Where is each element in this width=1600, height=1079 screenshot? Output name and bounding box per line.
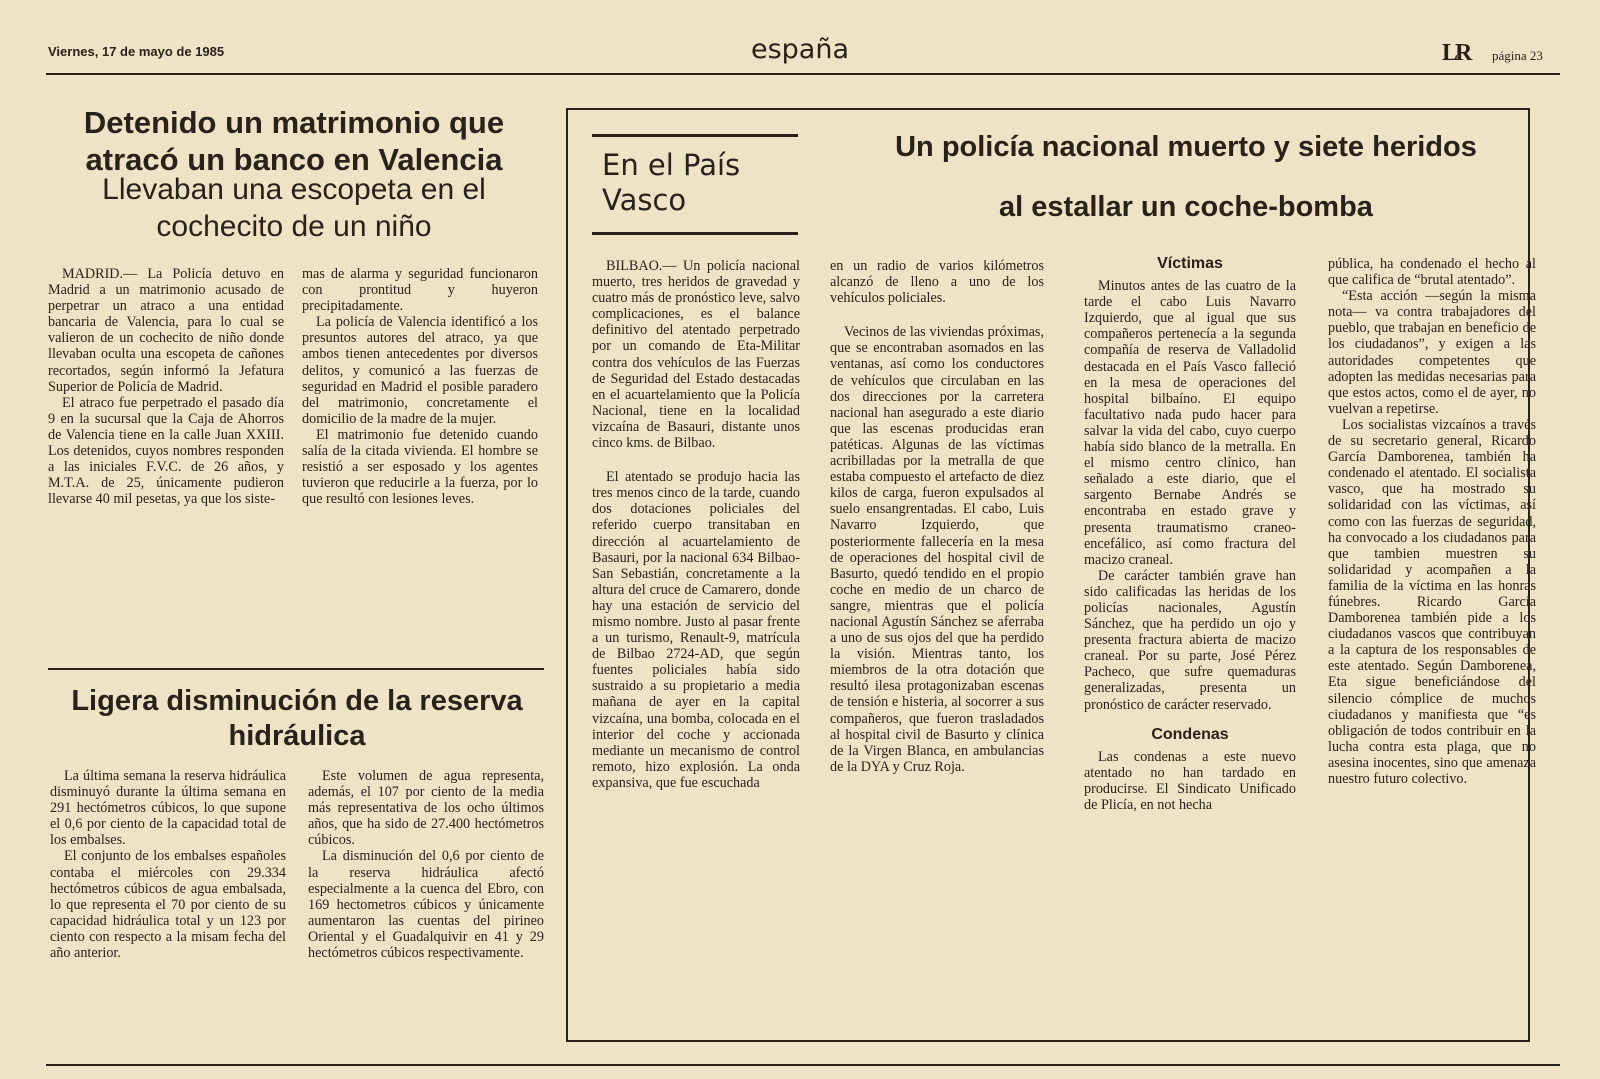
paragraph: El conjunto de los embalses españoles contaba el miércoles con 29.334 hectómetros cúbicos de agua embalsada, lo que representa el 70 por ciento de su capacidad hidráulica total y un 123 por ciento con respecto a la misam fecha del año anterior.: [50, 848, 286, 962]
paragraph: mas de alarma y seguridad funcionaron con prontitud y huyeron precipitadamente.: [302, 266, 538, 315]
newspaper-logo: LR: [1442, 40, 1470, 66]
paragraph: Las condenas a este nuevo atentado no han tardado en producirse. El Sindicato Unificado de Plicía, en not hecha: [1084, 748, 1296, 813]
paragraph: La disminución del 0,6 por ciento de la reserva hidráulica afectó especialmente a la cuenca del Ebro, con 169 hectometros cúbicos y únicamente aumentaron las cuentas del pirineo Oriental y el Guadalquivir en 41 y 29 hectómetros cúbicos respectivamente.: [308, 848, 544, 962]
article3-kicker: En el País Vasco: [602, 148, 741, 217]
subheading-victimas: Víctimas: [1157, 256, 1223, 272]
paragraph: BILBAO.— Un policía nacional muerto, tres heridos de gravedad y cuatro más de pronóstico leve, salvo complicaciones, es el balance definitivo del atentado perpetrado por un comando de Eta-Militar contra dos vehículos de las Fuerzas de Seguridad del Estado destacadas en el acuartelamiento que la Policía Nacional, tiene en la localidad vizcaína de Basauri, distante unos cinco kms. de Bilbao.: [592, 258, 800, 452]
article3-column-1: [592, 258, 800, 1010]
kicker-rule-top: [592, 134, 798, 137]
article1-subhead: Llevaban una escopeta en el cochecito de un niño: [102, 173, 486, 243]
article1-headline: Detenido un matrimonio que atracó un banco en Valencia: [83, 105, 505, 178]
section-title: españa: [750, 34, 850, 65]
paragraph: Los socialistas vizcaínos a través de su secretario general, Ricardo García Damborenea, también ha condenado el atentado. El socialista vasco, que ha mostrado su solidaridad con las víctimas, así como con las fuerzas de seguridad, ha convocado a los ciudadanos para que tambien muestren su solidaridad y acompañen a la familia de la víctima en las honras fúnebres. Ricardo García Damborenea también pide a los ciudadanos vascos que contribuyan a la captura de los responsables de este atentado. Según Damborenea, Eta sigue beneficiándose del silencio cómplice de muchos ciudadanos y manifiesta que “es obligación de todos contribuir en la lucha contra esta plaga, que no asesina inocentes, sino que amenaza nuestro futuro colectivo.: [1328, 416, 1536, 787]
paragraph: La última semana la reserva hidráulica disminuyó durante la última semana en 291 hectómetros cúbicos, lo que supone el 0,6 por ciento de la capacidad total de los embalses.: [50, 768, 286, 849]
footer-rule: [46, 1064, 1560, 1066]
subheading-condenas: Condenas: [1151, 725, 1229, 743]
paragraph: El atraco fue perpetrado el pasado día 9 en la sucursal que la Caja de Ahorros de Valencia tiene en la calle Juan XXIII. Los detenidos, cuyos nombres responden a las iniciales F.V.C. de 26 años, y M.T.A. de 25, únicamente pudieron llevarse 40 mil pesetas, ya que los siste-: [48, 394, 284, 508]
article3-headline-line2: al estallar un coche-bomba: [999, 191, 1373, 223]
paragraph: MADRID.— La Policía detuvo en Madrid a un matrimonio acusado de perpetrar un atraco a una entidad bancaria de Valencia, para lo cual se valieron de un cochecito de niño donde llevaban oculta una escopeta de cañones recortados, según informó la Jefatura Superior de Policía de Madrid.: [48, 266, 284, 395]
paragraph: El atentado se produjo hacia las tres menos cinco de la tarde, cuando dos dotaciones policiales del referido cuerpo transitaban en dirección al acuartelamiento de Basauri, por la nacional 634 Bilbao-San Sebastián, concretamente a la altura del cruce de Camarero, donde hay una estación de servicio del mismo nombre. Justo al pasar frente a un turismo, Renault-9, matrícula de Bilbao 2724-AD, que según fuentes policiales había sido sustraido a su propietario a media mañana de ayer en la capital vizcaína, una bomba, colocada en el interior del coche y accionada mediante un mecanismo de control remoto, hizo explosión. La onda expansiva, que fue escuchada: [592, 469, 800, 791]
article2-column-2: [308, 768, 544, 1046]
kicker-rule-bottom: [592, 232, 798, 235]
header-rule: [46, 73, 1560, 75]
paragraph: Minutos antes de las cuatro de la tarde el cabo Luis Navarro Izquierdo, que al igual que sus compañeros pertenecía a la segunda compañía de reserva de Valladolid destacada en el País Vasco falleció en la mesa de operaciones del hospital bilbaíno. El equipo facultativo nada pudo hacer para salvar la vida del cabo, cuyo cuerpo había sido blanco de la metralla. En el mismo centro clínico, han señalado a este diario, que el sargento Bernabe Andrés se encontraba en estado grave y presenta traumatismo craneo-encefálico, así como fractura del macizo craneal.: [1084, 278, 1296, 568]
article2-headline: Ligera disminución de la reserva hidráulica: [71, 685, 523, 752]
paragraph: en un radio de varios kilómetros alcanzó de lleno a uno de los vehículos policiales.: [830, 258, 1044, 307]
article-divider: [48, 668, 544, 670]
paragraph: El matrimonio fue detenido cuando salía de la citada vivienda. El hombre se resistió a ser esposado y los agentes tuvieron que reducirle a la fuerza, por lo que resultó con lesiones leves.: [302, 426, 538, 508]
page-number: página 23: [1492, 48, 1543, 63]
article1-column-2: [302, 266, 538, 656]
article3-column-3: [1084, 256, 1296, 1010]
article3-column-4: [1328, 256, 1536, 1010]
paragraph: “Esta acción —según la misma nota— va contra trabajadores del pueblo, que trabajan en beneficio de los ciudadanos”, y exigen a las autoridades competentes que adopten las medidas necesarias para que estos actos, como el de ayer, no vuelvan a repetirse.: [1328, 288, 1536, 417]
issue-date: Viernes, 17 de mayo de 1985: [48, 44, 225, 59]
paragraph: La policía de Valencia identificó a los presuntos autores del atraco, ya que ambos tienen antecedentes por diversos delitos, y comunicó a las fuerzas de seguridad en Madrid el posible paradero del matrimonio, concretamente el domicilio de la madre de la mujer.: [302, 314, 538, 427]
paragraph: Este volumen de agua representa, además, el 107 por ciento de la media más representativa de los ocho últimos años, que ha sido de 27.400 hectómetros cúbicos.: [308, 768, 544, 849]
paragraph: De carácter también grave han sido calificadas las heridas de los policías nacionales, Agustín Sánchez, que ha perdido un ojo y presenta fractura abierta de macizo craneal. Por su parte, José Pérez Pacheco, que sufre quemaduras generalizadas, presenta un pronóstico de carácter reservado.: [1084, 567, 1296, 713]
article3-headline-line1: Un policía nacional muerto y siete heridos: [895, 131, 1477, 163]
article2-column-1: [50, 768, 286, 1046]
paragraph: pública, ha condenado el hecho al que califica de “brutal atentado”.: [1328, 256, 1536, 289]
article1-column-1: [48, 266, 284, 656]
article3-column-2: [830, 258, 1044, 1010]
paragraph: Vecinos de las viviendas próximas, que se encontraban asomados en las ventanas, así como los conductores de vehículos que circulaban en las dos direcciones por la carretera nacional han asegurado a este diario que las escenas producidas eran patéticas. Algunas de las víctimas acribilladas por la metralla de que estaba compuesto el artefacto de diez kilos de carga, fueron expulsados al suelo ensangrentadas. El cabo, Luis Navarro Izquierdo, que posteriormente fallecería en la mesa de operaciones del hospital civil de Basurto, quedó tendido en el propio coche en medio de un charco de sangre, mientras que el policía nacional Agustín Sánchez se aferraba a uno de sus ojos del que ha perdido la visión. Mientras tanto, los miembros de la otra dotación que resultó ilesa protagonizaban escenas de tensión e histeria, al socorrer a sus compañeros, que fueron trasladados al hospital civil de Basurto y clínica de la Virgen Blanca, en ambulancias de la DYA y Cruz Roja.: [830, 324, 1044, 775]
